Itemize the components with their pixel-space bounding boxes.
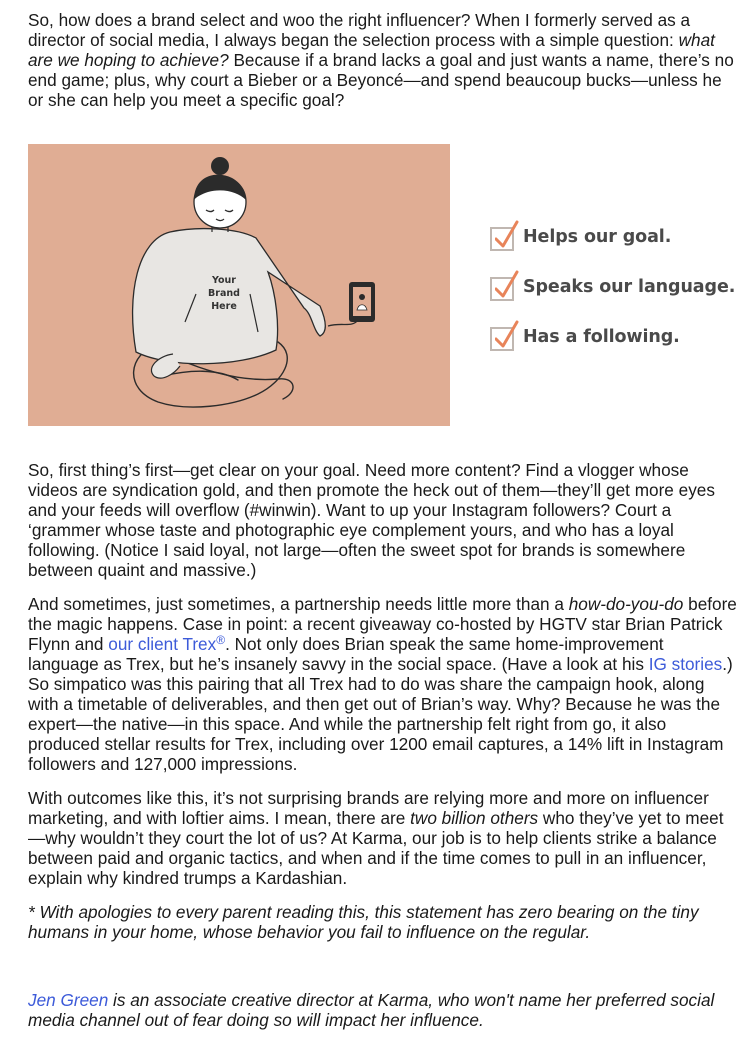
checklist-item [490,222,740,272]
partnership-text: before the magic happens. Case in point: a recent giveaway co-hosted by HGTV star Brian Patrick Flynn and [28,594,737,654]
checkbox-icon [490,227,514,251]
shirt-text-3: Here [211,301,237,312]
checklist-label: Helps our goal. [523,227,672,247]
checkbox-icon [490,327,514,351]
ig-stories-link[interactable]: IG stories [648,654,723,674]
author-link[interactable]: Jen Green [28,990,109,1010]
goal-paragraph: So, first thing’s first—get clear on your goal. Need more content? Find a vlogger whose videos are syndication gold, and then promote the heck out of them—they’ll get more eyes and your feeds will overflow (#winwin). Want to up your Instagram followers? Court a ‘grammer whose taste and photographic eye complement yours, and who has a loyal following. (Notice I said loyal, not large—often the sweet spot for brands is somewhere between quaint and massive.) [28,460,715,580]
footnote: * With apologies to every parent reading this, this statement has zero bearing on the tiny humans in your home, whose behavior you fail to influence on the regular. [28,902,699,942]
partnership-emphasis: how-do-you-do [568,594,684,614]
partnership-paragraph [28,594,738,774]
trex-link-text[interactable]: our client Trex [108,634,217,654]
meditating-figure-drawing [28,144,450,426]
outcomes-text: With outcomes like this, it’s not surprising brands are relying more and more on influencer marketing, and with loftier aims. I mean, there are [28,788,709,828]
influencer-illustration [28,144,450,426]
checklist-label: Has a following. [523,327,680,347]
hair-bun [211,157,229,175]
partnership-text: .) So simpatico was this pairing that all Trex had to do was share the campaign hook, along with a timetable of deliverables, and then get out of Brian’s way. Why? Because he was the expert—the native—in this space. And while the partnership felt right from go, it also produced stellar results for Trex, including over 1200 email captures, a 14% lift in Instagram followers and 127,000 impressions. [28,654,733,774]
registered-mark[interactable]: ® [216,633,226,647]
author-bio [28,990,738,1030]
trex-client-link[interactable] [108,634,225,654]
outcomes-emphasis: two billion others [410,808,539,828]
checklist-item [490,272,740,322]
shirt-text-2: Brand [208,288,240,299]
checklist [490,222,740,372]
checklist-item [490,322,740,372]
outcomes-text: who they’ve yet to meet—why wouldn’t they court the lot of us? At Karma, our job is to help clients strike a balance between paid and organic tactics, and when and if the time comes to pull in an influencer, explain why kindred trumps a Kardashian. [28,808,724,888]
shirt-text-1: Your [212,275,236,286]
intro-question: what are we hoping to achieve? [28,30,715,70]
partnership-text: And sometimes, just sometimes, a partnership needs little more than a [28,594,569,614]
intro-text: So, how does a brand select and woo the right influencer? When I formerly served as a director of social media, I always began the selection process with a simple question: [28,10,691,50]
intro-text-cont: Because if a brand lacks a goal and just wants a name, there’s no end game; plus, why court a Bieber or a Beyoncé—and spend beaucoup bucks—unless he or she can help you meet a specific goal? [28,50,734,110]
author-bio-text: is an associate creative director at Karma, who won't name her preferred social media channel out of fear doing so will impact her influence. [28,990,715,1030]
checklist-label: Speaks our language. [523,277,736,297]
outcomes-paragraph [28,788,738,888]
checkmark-icon [495,319,519,349]
checkbox-icon [490,277,514,301]
intro-paragraph [28,10,738,110]
checkmark-icon [495,219,519,249]
checkmark-icon [495,269,519,299]
partnership-text: . Not only does Brian speak the same home-improvement language as Trex, but he’s insanely savvy in the social space. (Have a look at his [28,634,664,674]
